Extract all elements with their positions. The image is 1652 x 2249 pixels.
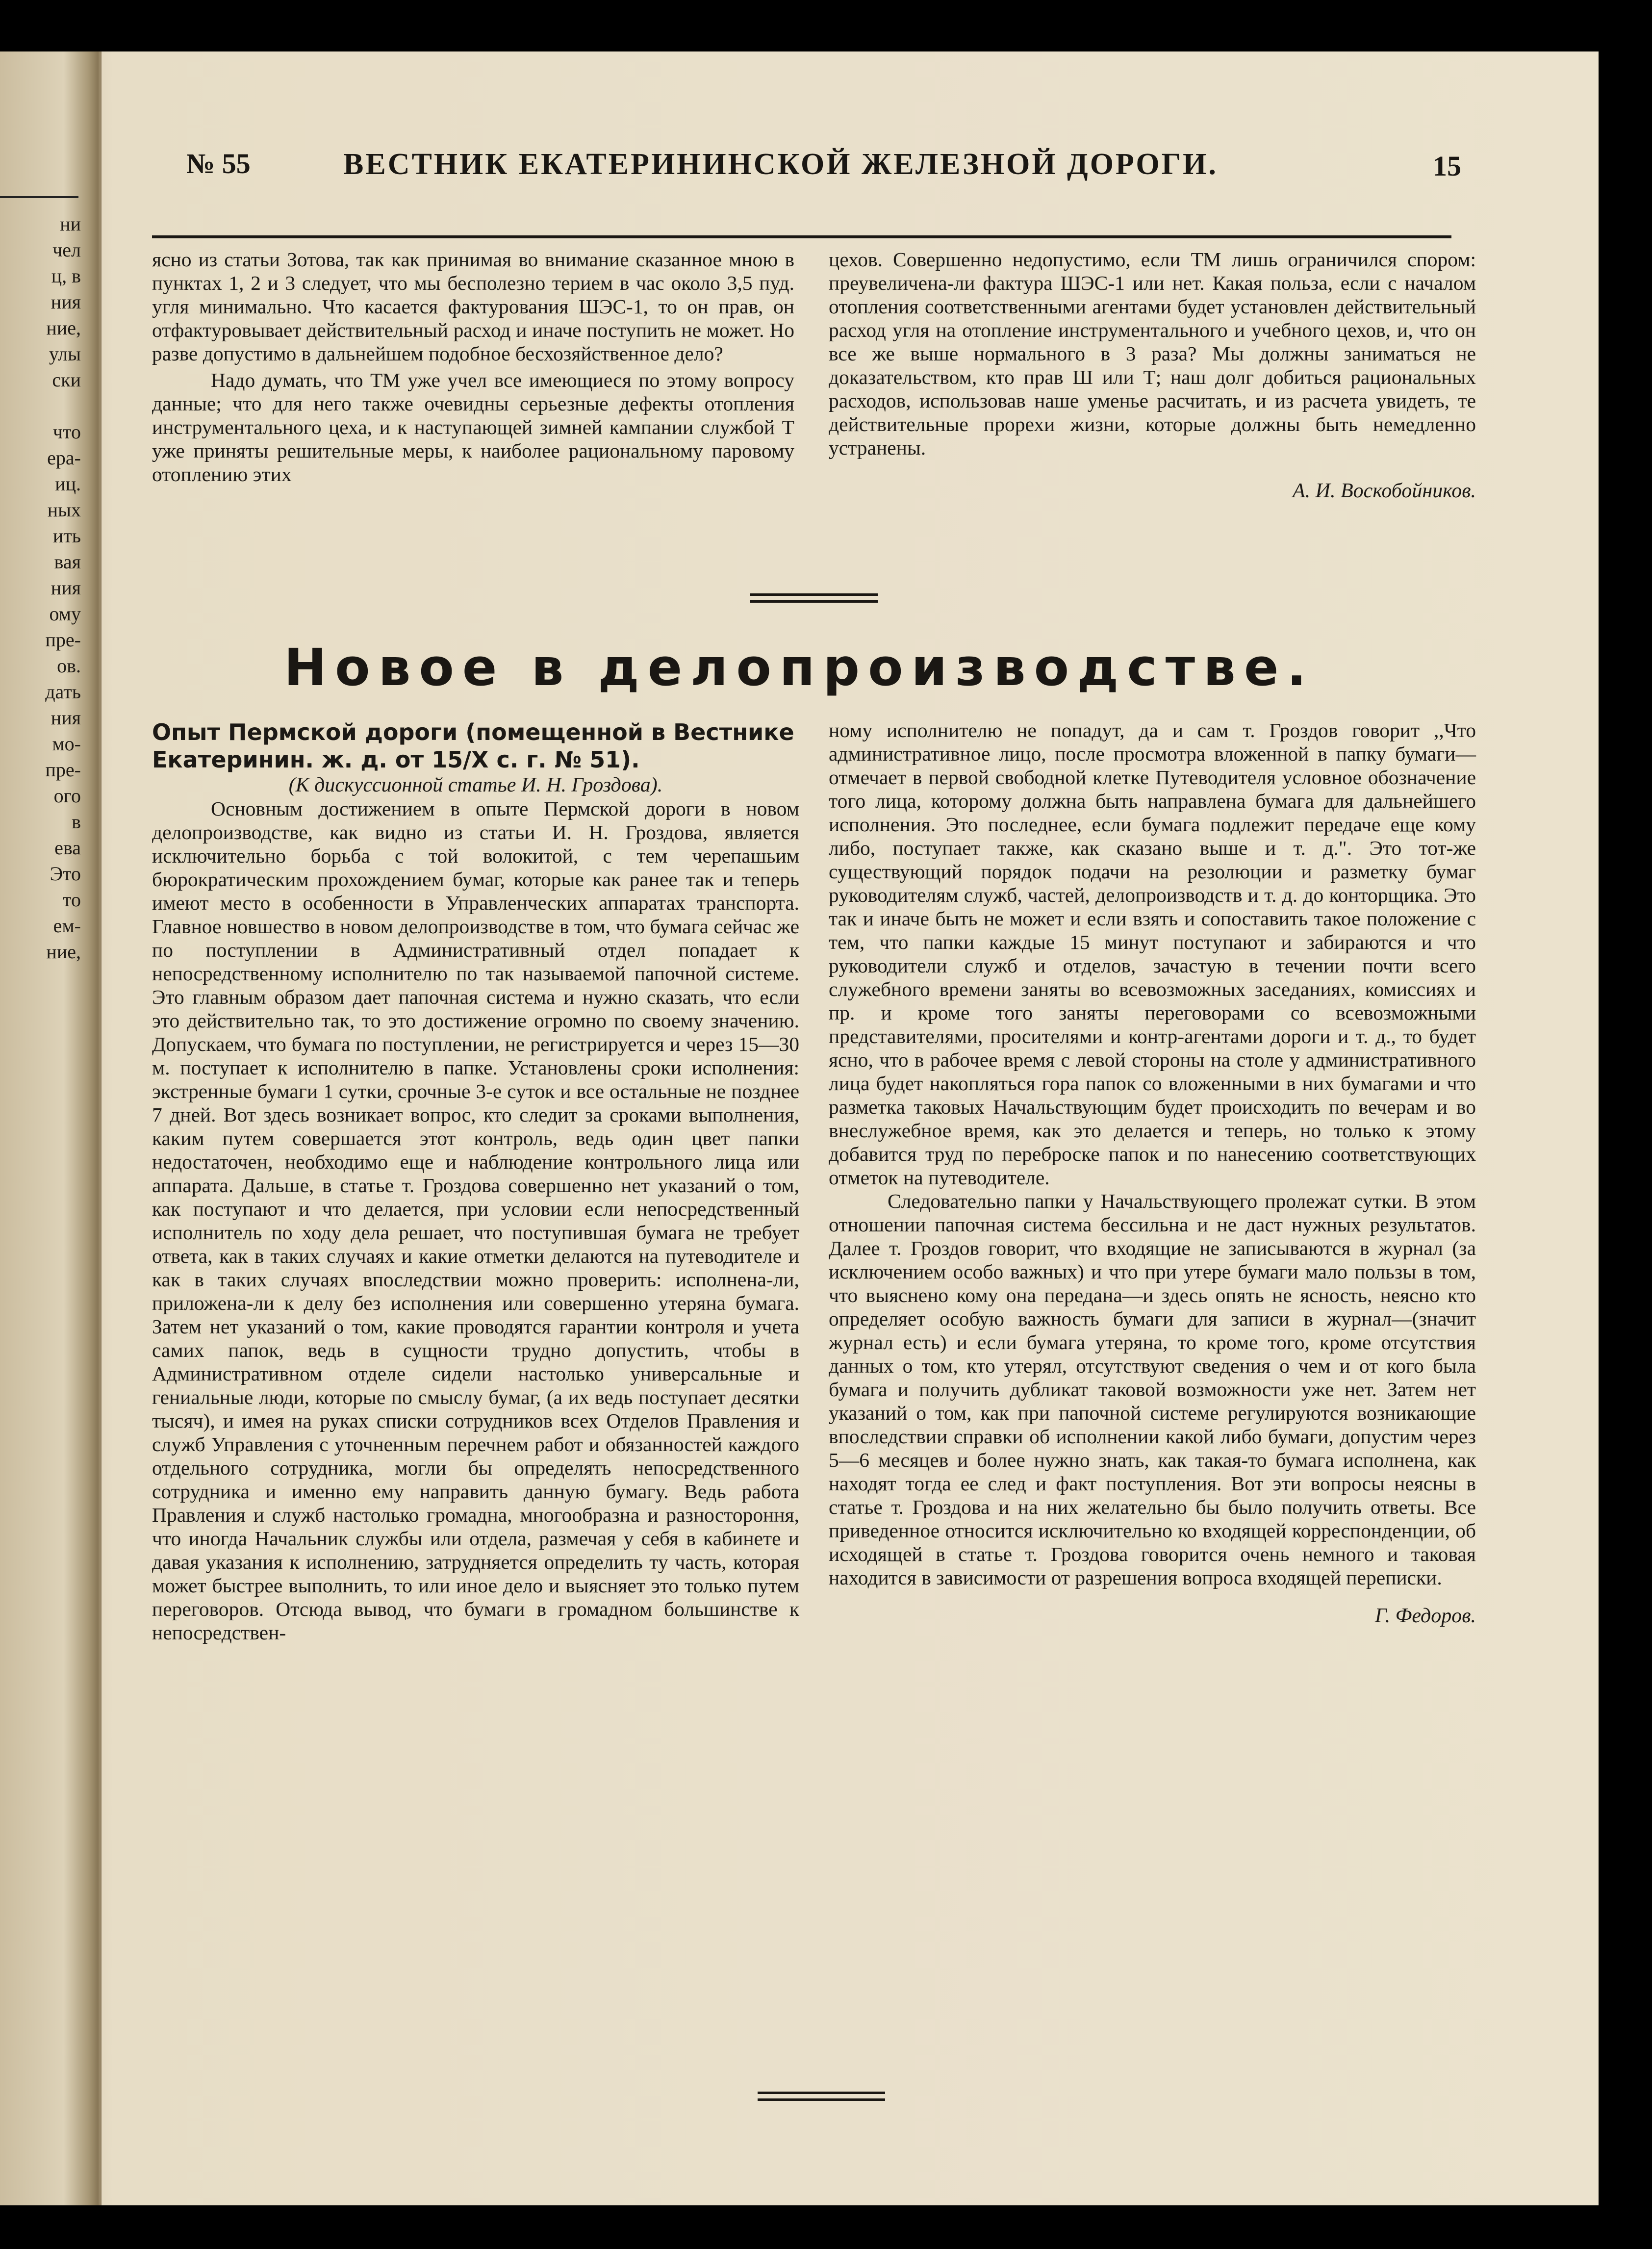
- previous-page-fragment: пре-: [45, 629, 81, 651]
- previous-page-fragment: ния: [51, 577, 81, 599]
- previous-page-fragment: Это: [50, 863, 81, 885]
- previous-page-fragment: ить: [52, 525, 81, 547]
- top-article-left-column: [152, 248, 794, 486]
- previous-page-fragment: ева: [54, 837, 81, 859]
- article-left-paragraph-1: Основным достижением в опыте Пермской дороги в новом делопроизводстве, как видно из статьи И. Н. Гроздова, является исключительно борьба с той волокитой, с тем черепашьим бюрократическим прохождением бумаг, которые как ранее так и теперь имеют место в особенности в Управленческих аппаратах транспорта. Главное новшество в новом делопроизводстве в том, что бумага сейчас же по поступлении в Административный отдел попадает к непосредственному исполнителю по так называемой папочной системе. Это главным образом дает папочная система и нужно сказать, что если это действительно так, то это достижение огромно по своему значению. Допускаем, что бумага по поступлении, не регистрируется и через 15—30 м. поступает к исполнителю в папке. Установлены сроки исполнения: экстренные бумаги 1 сутки, срочные 3-е суток и все остальные не позднее 7 дней. Вот здесь возникает вопрос, кто следит за сроками выполнения, каким путем совершается этот контроль, ведь один цвет папки недостаточен, необходимо еще и наблюдение контрольного лица или аппарата. Дальше, в статье т. Гроздова совершенно нет указаний о том, как поступают и что делается, при условии если непосредственный исполнитель по ходу дела решает, что поступившая бумага не требует ответа, как в таких случаях и какие отметки делаются на путеводителе и как в таких случаях впоследствии можно проверить: исполнена-ли, приложена-ли к делу без исполнения или совершенно утеряна бумага. Затем нет указаний о том, какие проводятся гарантии контроля и учета самих папок, ведь в сущности трудно допустить, чтобы в Административном отделе сидели настолько универсальные и гениальные люди, которые по смыслу бумаг, (а их ведь поступает десятки тысяч), и имея на руках списки сотрудников всех Отделов Правления и служб Управления с уточненным перечнем работ и обязанностей каждого отдельного сотрудника, могли бы определять непосредственного сотрудника и именно ему направить данную бумагу. Ведь работа Правления и служб настолько громадна, многообразна и разностороння, что иногда Начальник службы или отдела, размечая у себя в кабинете и давая указания к исполнению, затрудняется определить ту часть, которая может быстрее выполнить, то или иное дело и выясняет это только путем переговоров. Отсюда вывод, что бумаги в громадном большинстве к непосредствен-: [152, 797, 799, 1644]
- previous-page-fragment: мо-: [52, 733, 81, 755]
- previous-page-fragment: ния: [51, 291, 81, 313]
- previous-page-fragment: ов.: [57, 655, 81, 677]
- previous-page-fragment: ого: [53, 785, 81, 807]
- article-right-column: [829, 718, 1476, 1628]
- previous-page-fragment: что: [52, 421, 81, 443]
- article-subhead: Опыт Пермской дороги (помещенной в Вестнике Екатеринин. ж. д. от 15/Х с. г. № 51).: [152, 719, 794, 773]
- article-left-column: [152, 718, 799, 1644]
- previous-page-fragment: в: [72, 811, 81, 833]
- previous-page-fragment: ни: [60, 213, 81, 235]
- journal-title: ВЕСТНИК ЕКАТЕРИНИНСКОЙ ЖЕЛЕЗНОЙ ДОРОГИ.: [343, 148, 1218, 181]
- newspaper-page: [0, 51, 1599, 2205]
- top-article-right-column: [829, 248, 1476, 503]
- top-article-signature: А. И. Воскобойников.: [1293, 480, 1476, 502]
- previous-page-fragment: ц, в: [51, 265, 81, 287]
- top-left-paragraph-2: Надо думать, что ТМ уже учел все имеющиеся по этому вопросу данные; что для него также очевидны серьезные дефекты отопления инструментального цеха, и к наступающей зимней кампании службой Т уже приняты решительные меры, к наиболее рациональному паровому отоплению этих: [152, 369, 794, 486]
- top-right-paragraph-1: цехов. Совершенно недопустимо, если ТМ лишь ограничился спором: преувеличена-ли фактура ШЭС-1 или нет. Какая польза, если с началом отопления соответственными агентами будет установлен действительный расход угля на отопление инструментального и учебного цехов, и, что он все же выше нормального в 3 раза? Мы должны заниматься не доказательством, кто прав Ш или Т; наш долг добиться рациональных расходов, использовав наше уменье расчитать, и из расчета увидеть, те действительные прорехи жизни, которые должны быть немедленно устранены.: [829, 248, 1476, 459]
- previous-page-fragment: ния: [51, 707, 81, 729]
- top-left-paragraph-1: ясно из статьи Зотова, так как принимая во внимание сказанное мною в пунктах 1, 2 и 3 следует, что мы бесполезно терием в час около 3,5 пуд. угля минимально. Что касается фактурования ШЭС-1, то он прав, он отфактуровывает действительный расход и иначе поступить не может. Но разве допустимо в дальнейшем подобное бесхозяйственное дело?: [152, 248, 794, 365]
- previous-page-rule: [0, 196, 78, 198]
- end-separator-rule: [758, 2092, 885, 2102]
- previous-page-fragment: то: [63, 889, 81, 911]
- previous-page-fragment: ние,: [46, 941, 81, 963]
- page-number: 15: [1433, 150, 1461, 182]
- page-header: [186, 147, 1461, 191]
- previous-page-fragment: ски: [52, 369, 81, 391]
- previous-page-fragment: ние,: [46, 317, 81, 339]
- previous-page-fragment: ем-: [53, 915, 81, 937]
- article-signature: Г. Федоров.: [1374, 1605, 1476, 1627]
- article-right-paragraph-2: Следовательно папки у Начальствующего пролежат сутки. В этом отношении папочная система бессильна и не даст нужных результатов. Далее т. Гроздов говорит, что входящие не записываются в журнал (за исключением особо важных) и что при утере бумаги мало пользы в том, что выяснено кому она передана—и здесь опять не ясность, неясно кто определяет особую важность бумаги для записи в журнал—(значит журнал есть) и если бумага утеряна, то кроме того, кроме отсутствия данных о том, кто утерял, отсутствуют сведения о чем и от кого была бумага и получить дубликат таковой возможности уже нет. Затем нет указаний о том, как при папочной системе регулируются возникающие впоследствии справки об исполнении какой либо бумаги, допустим через 5—6 месяцев и более нужно знать, как такая-то бумага исполнена, как находят тогда ее след и факт поступления. Вот эти вопросы неясны в статье т. Гроздова и на них желательно бы было получить ответы. Все приведенное относится исключительно ко входящей корреспонденции, об исходящей в статье т. Гроздова говорится очень немного и таковая находится в зависимости от разрешения вопроса входящей переписки.: [829, 1190, 1476, 1589]
- issue-number: № 55: [186, 148, 251, 179]
- previous-page-fragment: пре-: [45, 759, 81, 781]
- previous-page-fragment: ому: [49, 603, 81, 625]
- section-title: Новое в делопроизводстве.: [284, 638, 1315, 697]
- article-separator-rule: [750, 593, 878, 604]
- previous-page-fragment: чел: [52, 239, 81, 261]
- previous-page-fragments: [0, 211, 81, 965]
- previous-page-fragment: улы: [49, 343, 81, 365]
- header-rule: [152, 235, 1451, 238]
- previous-page-edge: [0, 51, 102, 2205]
- previous-page-fragment: иц.: [55, 473, 81, 495]
- article-right-paragraph-1: ному исполнителю не попадут, да и сам т. Гроздов говорит ,,Что административное лицо, после просмотра вложенной в папку бумаги—отмечает в первой свободной клетке Путеводителя условное обозначение того лица, которому должна быть направлена бумага для дальнейшего исполнения. Это последнее, если бумага подлежит передаче еще кому либо, поступает также, как сказано выше и т. д.". Это тот-же существующий порядок подачи на резолюции и разметку бумаг руководителям служб, частей, делопроизводств и т. д. до конторщика. Это так и иначе быть не может и если взять и сопоставить такое положение с тем, что папки каждые 15 минут поступают и забираются и что руководители служб и отделов, зачастую в течении почти всего служебного времени заняты во всевозможных заседаниях, комиссиях и пр. и кроме того заняты переговорами со всевозможными представителями, просителями и контр-агентами дороги и т. д., то будет ясно, что в рабочее время с левой стороны на столе у административного лица будет накопляться гора папок со вложенными в них бумагами и что разметка таковых Начальствующим будет происходить по вечерам и во внеслужебное время, как это делается и теперь, но только к этому добавится труд по переброске папок и по нанесению соответствующих отметок на путеводителе.: [829, 719, 1476, 1189]
- previous-page-fragment: дать: [45, 681, 81, 703]
- previous-page-fragment: вая: [54, 551, 81, 573]
- article-subnote: (К дискуссионной статье И. Н. Гроздова).: [288, 774, 663, 796]
- previous-page-fragment: [0, 393, 81, 419]
- previous-page-fragment: ных: [47, 499, 81, 521]
- previous-page-fragment: ера-: [47, 447, 81, 469]
